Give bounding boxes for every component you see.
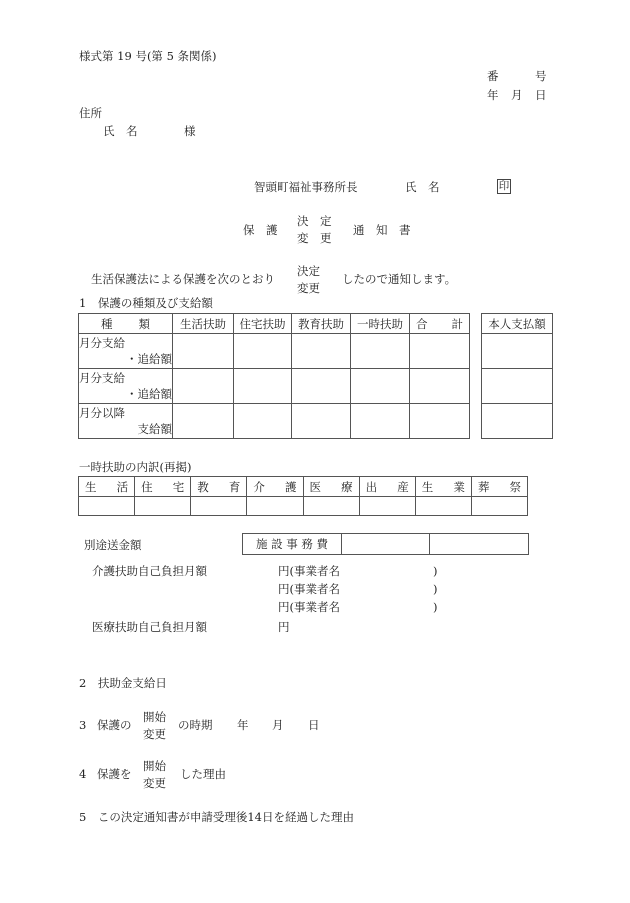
title-options xyxy=(297,213,332,247)
section3-prefix: 保護の xyxy=(97,718,132,732)
remittance-label: 別途送金額 xyxy=(84,538,142,552)
section4-num: 4 xyxy=(79,767,87,781)
title-option-change: 変 更 xyxy=(297,231,332,245)
number-label-1: 番 xyxy=(487,69,499,83)
section3-num: 3 xyxy=(79,718,87,732)
row-label: 月分支給 ・追給額 xyxy=(79,334,173,369)
cell-temporary[interactable] xyxy=(351,404,410,439)
header-housing: 住宅扶助 xyxy=(234,314,292,334)
self-payment-table xyxy=(481,313,553,439)
facility-fee-cell[interactable] xyxy=(430,534,529,555)
date-day-label: 日 xyxy=(535,88,547,102)
cell[interactable] xyxy=(415,497,471,516)
title-option-decision: 決 定 xyxy=(297,214,332,228)
cell-education[interactable] xyxy=(292,404,351,439)
cell-housing[interactable] xyxy=(234,404,292,439)
section3-year: 年 xyxy=(237,718,249,732)
cell-living[interactable] xyxy=(173,369,234,404)
care-line-2-close: ) xyxy=(433,582,438,596)
benefit-table xyxy=(78,313,470,439)
table-row xyxy=(79,404,470,439)
header-occupation: 生 業 xyxy=(415,477,471,497)
section5-heading: 5 この決定通知書が申請受理後14日を経過した理由 xyxy=(79,810,354,824)
row-label: 月分支給 ・追給額 xyxy=(79,369,173,404)
care-line-1-close: ) xyxy=(433,564,438,578)
cell[interactable] xyxy=(79,497,135,516)
title-suffix: 通 知 書 xyxy=(353,223,411,237)
temporary-table xyxy=(78,476,528,516)
cell-total[interactable] xyxy=(410,369,470,404)
header-type: 種 類 xyxy=(79,314,173,334)
care-line-3-close: ) xyxy=(433,600,438,614)
cell-self-payment[interactable] xyxy=(482,334,553,369)
intro-text: 生活保護法による保護を次のとおり xyxy=(91,272,275,286)
address-label: 住所 xyxy=(79,106,102,120)
header-care: 介 護 xyxy=(247,477,303,497)
section4-suffix: した理由 xyxy=(180,767,226,781)
cell-education[interactable] xyxy=(292,334,351,369)
title-prefix: 保 護 xyxy=(243,223,278,237)
section2-heading: 2 扶助金支給日 xyxy=(79,676,167,690)
number-label-2: 号 xyxy=(535,69,547,83)
medical-unit: 円 xyxy=(278,620,290,634)
cell-total[interactable] xyxy=(410,334,470,369)
section4-option-change: 変更 xyxy=(143,776,166,790)
seal-mark: 印 xyxy=(498,180,510,192)
cell[interactable] xyxy=(135,497,191,516)
section4-option-start: 開始 xyxy=(143,759,166,773)
issuer-office: 智頭町福祉事務所長 xyxy=(254,180,358,194)
facility-fee-table xyxy=(242,533,529,555)
care-label: 介護扶助自己負担月額 xyxy=(92,564,207,578)
table-row xyxy=(79,334,470,369)
header-education: 教 育 xyxy=(191,477,247,497)
intro-option-change: 変更 xyxy=(297,281,320,295)
header-education: 教育扶助 xyxy=(292,314,351,334)
section4-options xyxy=(143,758,166,792)
issuer-name-label: 氏 名 xyxy=(405,180,440,194)
table-row xyxy=(79,497,528,516)
cell-temporary[interactable] xyxy=(351,334,410,369)
section4-prefix: 保護を xyxy=(97,767,132,781)
cell-temporary[interactable] xyxy=(351,369,410,404)
section3-month: 月 xyxy=(272,718,284,732)
care-line-2: 円(事業者名 xyxy=(278,582,340,596)
cell[interactable] xyxy=(191,497,247,516)
section3-options xyxy=(143,709,166,743)
intro-options xyxy=(297,263,320,297)
cell-housing[interactable] xyxy=(234,334,292,369)
cell-living[interactable] xyxy=(173,334,234,369)
table-row xyxy=(79,369,470,404)
care-line-1: 円(事業者名 xyxy=(278,564,340,578)
section3-option-change: 変更 xyxy=(143,727,166,741)
header-maternity: 出 産 xyxy=(359,477,415,497)
cell[interactable] xyxy=(247,497,303,516)
header-living: 生活扶助 xyxy=(173,314,234,334)
intro-option-decision: 決定 xyxy=(297,264,320,278)
header-housing: 住 宅 xyxy=(135,477,191,497)
recipient-name-label: 氏 名 xyxy=(103,124,138,138)
row-label: 月分以降 支給額 xyxy=(79,404,173,439)
date-year-label: 年 xyxy=(487,88,499,102)
header-living: 生 活 xyxy=(79,477,135,497)
header-medical: 医 療 xyxy=(303,477,359,497)
recipient-honorific: 様 xyxy=(184,124,196,138)
date-month-label: 月 xyxy=(511,88,523,102)
medical-label: 医療扶助自己負担月額 xyxy=(92,620,207,634)
temporary-heading: 一時扶助の内訳(再掲) xyxy=(79,460,192,474)
cell-housing[interactable] xyxy=(234,369,292,404)
section3-suffix: の時期 xyxy=(178,718,213,732)
cell-total[interactable] xyxy=(410,404,470,439)
header-temporary: 一時扶助 xyxy=(351,314,410,334)
header-funeral: 葬 祭 xyxy=(471,477,527,497)
header-total: 合 計 xyxy=(410,314,470,334)
facility-fee-label: 施 設 事 務 費 xyxy=(243,534,342,555)
cell-self-payment[interactable] xyxy=(482,404,553,439)
cell-education[interactable] xyxy=(292,369,351,404)
facility-fee-cell[interactable] xyxy=(342,534,430,555)
header-self-payment: 本人支払額 xyxy=(482,314,553,334)
cell[interactable] xyxy=(303,497,359,516)
section1-heading: 1 保護の種類及び支給額 xyxy=(79,296,213,310)
form-id: 様式第 19 号(第 5 条関係) xyxy=(79,49,217,63)
cell-living[interactable] xyxy=(173,404,234,439)
cell[interactable] xyxy=(359,497,415,516)
care-line-3: 円(事業者名 xyxy=(278,600,340,614)
section3-day: 日 xyxy=(308,718,320,732)
cell[interactable] xyxy=(471,497,527,516)
section3-option-start: 開始 xyxy=(143,710,166,724)
intro-suffix: したので通知します。 xyxy=(342,272,457,286)
cell-self-payment[interactable] xyxy=(482,369,553,404)
